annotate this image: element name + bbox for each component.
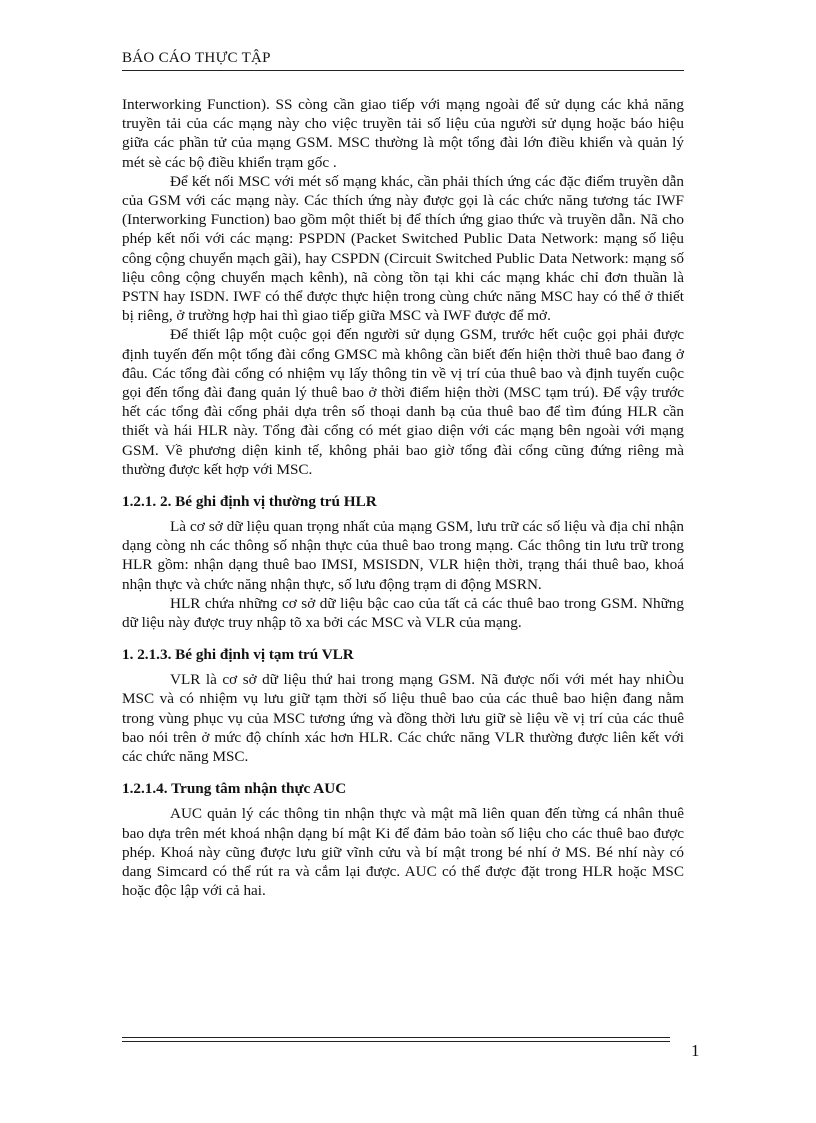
paragraph: Để thiết lập một cuộc gọi đến người sử dụng GSM, trước hết cuộc gọi phải được định tuyến đến một tổng đài cổng GMSC mà không cần biết đến hiện thời thuê bao đang ở đâu. Các tổng đài cổng có nhiệm vụ lấy thông tin về vị trí của thuê bao và định tuyến cuộc gọi đến tổng đài đang quản lý thuê bao ở thời điểm hiện thời (MSC tạm trú). Để vậy trước hết các tổng đài cổng phải dựa trên số thoại danh bạ của thuê bao để tìm đúng HLR cần thiết và hái HLR này. Tổng đài cổng có mét giao diện với các mạng bên ngoài với mạng GSM. Về phương diện kinh tế, không phải bao giờ tổng đài cổng cũng đứng riêng mà thường được kết hợp với MSC. (122, 326, 684, 478)
paragraph: Interworking Function). SS còng cần giao tiếp với mạng ngoài để sử dụng các khả năng truyền tải của các mạng này cho việc truyền tải số liệu của người sử dụng hoặc báo hiệu giữa các phần tử của mạng GSM. MSC thường là một tổng đài lớn điều khiển và quản lý mét sè các bộ điều khiển trạm gốc . (122, 96, 684, 171)
document-body (122, 95, 684, 900)
footer-rule (122, 1037, 670, 1038)
paragraph: VLR là cơ sở dữ liệu thứ hai trong mạng GSM. Nã được nối với mét hay nhiÒu MSC và có nhiệm vụ lưu giữ tạm thời số liệu thuê bao của các thuê bao hiện đang nằm trong vùng phục vụ của MSC tương ứng và đồng thời lưu giữ sè liệu về vị trí của các thuê bao nói trên ở mức độ chính xác hơn HLR. Các chức năng VLR thường được liên kết với các chức năng MSC. (122, 671, 684, 766)
page-header (122, 50, 684, 71)
section-heading-hlr: 1.2.1. 2. Bé ghi định vị thường trú HLR (122, 493, 377, 511)
section-heading-auc: 1.2.1.4. Trung tâm nhận thực AUC (122, 780, 347, 798)
page-footer (122, 1037, 670, 1042)
page-number: 1 (691, 1041, 700, 1060)
header-rule (122, 70, 684, 71)
paragraph: Là cơ sở dữ liệu quan trọng nhất của mạng GSM, lưu trữ các số liệu và địa chỉ nhận dạng còng nh các thông số nhận thực của thuê bao trong mạng. Các thông tin lưu trữ trong HLR gồm: nhận dạng thuê bao IMSI, MSISDN, VLR hiện thời, trạng thái thuê bao, khoá nhận thực và chức năng nhận thực, số lưu động trạm di động MSRN. (122, 518, 684, 593)
paragraph: HLR chứa những cơ sở dữ liệu bậc cao của tất cả các thuê bao trong GSM. Những dữ liệu này được truy nhập tõ xa bởi các MSC và VLR của mạng. (122, 594, 684, 632)
header-title: BÁO CÁO THỰC TẬP (122, 50, 271, 66)
footer-rule-double (122, 1041, 670, 1042)
paragraph: AUC quản lý các thông tin nhận thực và mật mã liên quan đến từng cá nhân thuê bao dựa trên mét khoá nhận dạng bí mật Ki để đảm bảo toàn số liệu cho các thuê bao được phép. Khoá này cũng được lưu giữ vĩnh cửu và bí mật trong bé nhí ở MS. Bé nhí này có dang Simcard có thể rút ra và cắm lại được. AUC có thể được đặt trong HLR hoặc MSC hoặc độc lập với cả hai. (122, 805, 684, 900)
paragraph: Để kết nối MSC với mét số mạng khác, cần phải thích ứng các đặc điểm truyền dẫn của GSM với các mạng này. Các thích ứng này được gọi là các chức năng tương tác IWF (Interworking Function) bao gồm một thiết bị để thích ứng giao thức và truyền dẫn. Nã cho phép kết nối với các mạng: PSPDN (Packet Switched Public Data Network: mạng số liệu công cộng chuyển mạch gãi), hay CSPDN (Circuit Switched Public Data Network: mạng số liệu công cộng chuyển mạch kênh), nã còng tồn tại khi các mạng khác chỉ đơn thuần là PSTN hay ISDN. IWF có thể được thực hiện trong cùng chức năng MSC hay có thể ở thiết bị riêng, ở trường hợp hai thì giao tiếp giữa MSC và IWF được để mở. (122, 172, 684, 325)
section-heading-vlr: 1. 2.1.3. Bé ghi định vị tạm trú VLR (122, 646, 354, 664)
